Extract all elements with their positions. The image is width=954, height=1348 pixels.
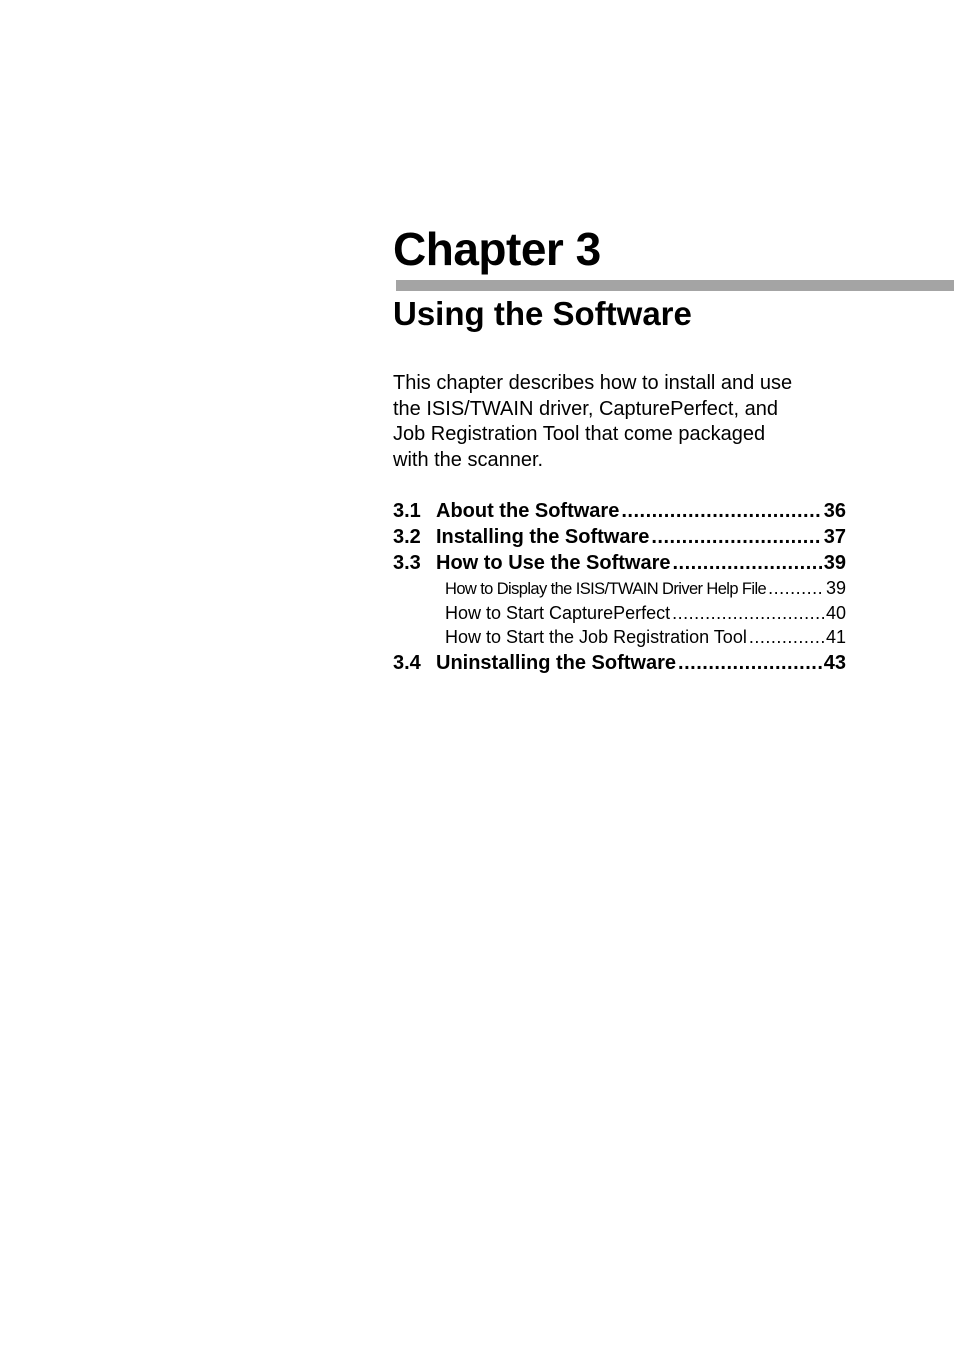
intro-line: Job Registration Tool that come packaged: [393, 423, 766, 446]
toc-entry-uninstalling-the-software[interactable]: [393, 650, 846, 676]
toc-subsection-title: How to Display the ISIS/TWAIN Driver Help File: [445, 580, 767, 598]
toc-subentry-display-driver-help[interactable]: [445, 576, 846, 601]
toc-section-number: 3.1: [393, 500, 421, 522]
toc-page-number: 39: [825, 578, 846, 598]
chapter-intro: [393, 371, 853, 474]
chapter-title: Using the Software: [393, 295, 692, 332]
intro-line: This chapter describes how to install and use: [393, 372, 793, 394]
toc-subentry-start-captureperfect[interactable]: [445, 601, 846, 626]
intro-line: with the scanner.: [393, 449, 544, 472]
intro-line: the ISIS/TWAIN driver, CapturePerfect, and: [393, 397, 778, 420]
toc-leader-dots: [621, 498, 821, 524]
toc-section-number: 3.4: [393, 651, 421, 674]
toc-leader-dots: [651, 524, 821, 550]
toc-leader-dots: [749, 625, 824, 650]
toc-subentry-start-job-registration-tool[interactable]: [445, 625, 846, 650]
toc-page-number: 36: [823, 500, 846, 522]
toc-page-number: 40: [825, 602, 846, 623]
table-of-contents: [393, 498, 846, 676]
toc-leader-dots: [768, 576, 824, 601]
chapter-label: Chapter 3: [393, 223, 601, 275]
toc-section-number: 3.2: [393, 526, 421, 548]
toc-page-number: 41: [825, 627, 846, 647]
toc-section-title: About the Software: [436, 500, 620, 522]
toc-entry-about-the-software[interactable]: [393, 498, 846, 524]
toc-subsection-title: How to Start the Job Registration Tool: [445, 627, 747, 647]
toc-section-title: Uninstalling the Software: [436, 651, 677, 674]
toc-leader-dots: [672, 550, 821, 576]
toc-page-number: 39: [823, 552, 846, 574]
toc-page-number: 43: [823, 651, 846, 674]
chapter-divider: [396, 280, 954, 291]
toc-section-title: Installing the Software: [436, 526, 650, 548]
toc-section-title: How to Use the Software: [436, 552, 671, 574]
toc-page-number: 37: [823, 526, 846, 548]
toc-section-number: 3.3: [393, 552, 421, 574]
toc-subsection-title: How to Start CapturePerfect: [445, 602, 671, 623]
toc-leader-dots: [678, 650, 822, 676]
toc-entry-how-to-use-the-software[interactable]: [393, 550, 846, 576]
toc-entry-installing-the-software[interactable]: [393, 524, 846, 550]
toc-leader-dots: [672, 601, 824, 626]
